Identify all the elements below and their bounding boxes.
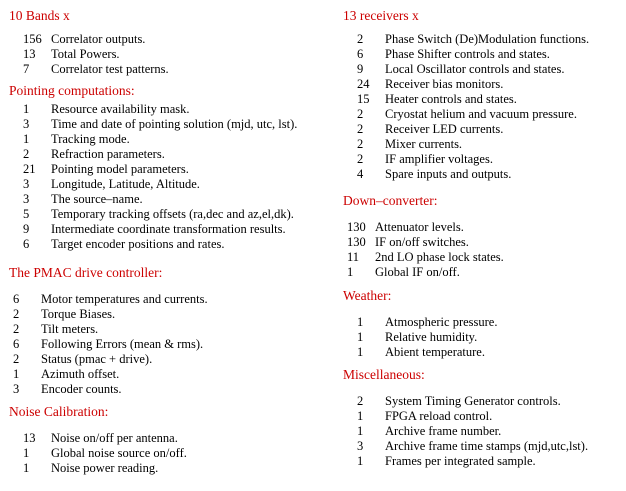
list-item [347, 250, 504, 265]
list-item [23, 117, 297, 132]
item-count: 1 [13, 367, 20, 381]
item-count: 1 [357, 409, 364, 423]
list-item [357, 167, 589, 182]
item-description: Tracking mode. [51, 132, 130, 146]
item-count: 1 [357, 315, 364, 329]
list-item [23, 222, 297, 237]
item-count: 6 [357, 47, 364, 61]
item-description: Correlator test patterns. [51, 62, 169, 76]
item-count: 2 [13, 307, 20, 321]
item-count: 1 [23, 132, 30, 146]
item-description: Phase Switch (De)Modulation functions. [385, 32, 590, 46]
item-list [9, 102, 297, 252]
section-heading: Noise Calibration: [9, 404, 109, 419]
item-description: Archive frame number. [385, 424, 502, 438]
item-count: 3 [23, 192, 30, 206]
item-count: 2 [357, 137, 364, 151]
item-count: 4 [357, 167, 364, 181]
item-description: Noise power reading. [51, 461, 159, 475]
item-description: Heater controls and states. [385, 92, 517, 106]
item-count: 13 [23, 47, 36, 61]
item-count: 2 [13, 322, 20, 336]
item-description: Local Oscillator controls and states. [385, 62, 565, 76]
item-count: 11 [347, 250, 360, 264]
list-item [23, 431, 187, 446]
list-item [23, 147, 297, 162]
left-section-2 [9, 265, 208, 397]
item-count: 2 [357, 32, 364, 46]
section-heading: Weather: [343, 288, 392, 303]
item-count: 2 [13, 352, 20, 366]
list-item [13, 352, 208, 367]
list-item [347, 235, 504, 250]
list-item [357, 137, 589, 152]
item-description: Archive frame time stamps (mjd,utc,lst). [385, 439, 589, 453]
item-count: 6 [13, 292, 20, 306]
item-description: 2nd LO phase lock states. [375, 250, 504, 264]
item-count: 1 [347, 265, 354, 279]
list-item [23, 237, 297, 252]
item-description: Mixer currents. [385, 137, 463, 151]
left-section-0 [9, 8, 169, 77]
item-list [343, 220, 504, 280]
item-list [9, 431, 187, 476]
item-description: Azimuth offset. [41, 367, 120, 381]
list-item [357, 32, 589, 47]
section-heading: 13 receivers x [343, 8, 419, 23]
list-item [357, 345, 497, 360]
list-item [347, 220, 504, 235]
list-item [23, 47, 169, 62]
item-description: Relative humidity. [385, 330, 478, 344]
left-section-3 [9, 404, 187, 476]
item-count: 3 [357, 439, 364, 453]
list-item [23, 192, 297, 207]
item-count: 130 [347, 220, 366, 234]
list-item [13, 307, 208, 322]
item-count: 3 [13, 382, 20, 396]
right-section-2 [343, 288, 497, 360]
item-description: Correlator outputs. [51, 32, 146, 46]
list-item [357, 454, 588, 469]
item-description: Cryostat helium and vacuum pressure. [385, 107, 577, 121]
item-description: Status (pmac + drive). [41, 352, 153, 366]
item-description: Atmospheric pressure. [385, 315, 498, 329]
item-count: 24 [357, 77, 370, 91]
section-heading: The PMAC drive controller: [9, 265, 163, 280]
left-section-1 [9, 83, 297, 252]
item-description: Resource availability mask. [51, 102, 190, 116]
item-count: 156 [23, 32, 42, 46]
right-section-3 [343, 367, 588, 469]
item-description: Motor temperatures and currents. [41, 292, 208, 306]
section-heading: Miscellaneous: [343, 367, 425, 382]
item-count: 21 [23, 162, 36, 176]
item-description: Global noise source on/off. [51, 446, 187, 460]
item-count: 15 [357, 92, 370, 106]
item-count: 3 [23, 177, 30, 191]
item-list [343, 394, 588, 469]
item-count: 7 [23, 62, 30, 76]
item-description: Receiver LED currents. [385, 122, 504, 136]
item-description: IF amplifier voltages. [385, 152, 493, 166]
list-item [23, 132, 297, 147]
list-item [357, 77, 589, 92]
list-item [13, 367, 208, 382]
list-item [357, 92, 589, 107]
item-count: 2 [357, 122, 364, 136]
item-description: Noise on/off per antenna. [51, 431, 178, 445]
item-count: 1 [23, 102, 30, 116]
item-count: 1 [23, 461, 30, 475]
item-count: 13 [23, 431, 36, 445]
item-description: Torque Biases. [41, 307, 116, 321]
item-description: Following Errors (mean & rms). [41, 337, 204, 351]
list-item [13, 292, 208, 307]
list-item [357, 62, 589, 77]
item-count: 2 [23, 147, 30, 161]
item-count: 2 [357, 394, 364, 408]
item-description: Pointing model parameters. [51, 162, 189, 176]
item-count: 9 [357, 62, 364, 76]
item-description: Total Powers. [51, 47, 120, 61]
list-item [13, 337, 208, 352]
item-description: Abient temperature. [385, 345, 485, 359]
item-description: The source–name. [51, 192, 143, 206]
item-description: IF on/off switches. [375, 235, 469, 249]
item-count: 130 [347, 235, 366, 249]
item-count: 2 [357, 107, 364, 121]
list-item [357, 47, 589, 62]
item-description: FPGA reload control. [385, 409, 493, 423]
list-item [357, 409, 588, 424]
item-description: Receiver bias monitors. [385, 77, 504, 91]
item-count: 1 [357, 454, 364, 468]
list-item [13, 322, 208, 337]
item-count: 1 [357, 345, 364, 359]
item-description: Longitude, Latitude, Altitude. [51, 177, 200, 191]
list-item [13, 382, 208, 397]
item-count: 1 [357, 424, 364, 438]
item-count: 6 [23, 237, 30, 251]
item-description: Time and date of pointing solution (mjd, utc, lst). [51, 117, 298, 131]
item-count: 3 [23, 117, 30, 131]
list-item [357, 330, 497, 345]
item-count: 1 [357, 330, 364, 344]
item-list [9, 32, 169, 77]
item-list [343, 32, 589, 182]
list-item [23, 461, 187, 476]
list-item [23, 207, 297, 222]
item-count: 6 [13, 337, 20, 351]
item-description: Phase Shifter controls and states. [385, 47, 550, 61]
section-heading: Pointing computations: [9, 83, 135, 98]
item-description: System Timing Generator controls. [385, 394, 561, 408]
item-count: 1 [23, 446, 30, 460]
item-count: 5 [23, 207, 30, 221]
item-description: Target encoder positions and rates. [51, 237, 225, 251]
right-section-0 [343, 8, 589, 182]
item-description: Tilt meters. [41, 322, 99, 336]
item-list [9, 292, 208, 397]
list-item [23, 162, 297, 177]
item-description: Temporary tracking offsets (ra,dec and az,el,dk). [51, 207, 294, 221]
list-item [357, 107, 589, 122]
list-item [357, 122, 589, 137]
item-description: Attenuator levels. [375, 220, 464, 234]
list-item [357, 439, 588, 454]
list-item [357, 315, 497, 330]
list-item [23, 32, 169, 47]
list-item [357, 152, 589, 167]
item-count: 9 [23, 222, 30, 236]
item-description: Encoder counts. [41, 382, 122, 396]
list-item [23, 446, 187, 461]
list-item [23, 177, 297, 192]
item-description: Spare inputs and outputs. [385, 167, 512, 181]
item-description: Frames per integrated sample. [385, 454, 536, 468]
list-item [347, 265, 504, 280]
right-section-1 [343, 193, 504, 280]
section-heading: 10 Bands x [9, 8, 70, 23]
section-heading: Down–converter: [343, 193, 438, 208]
list-item [23, 62, 169, 77]
list-item [357, 394, 588, 409]
item-description: Global IF on/off. [375, 265, 460, 279]
item-count: 2 [357, 152, 364, 166]
item-description: Refraction parameters. [51, 147, 165, 161]
list-item [23, 102, 297, 117]
list-item [357, 424, 588, 439]
item-description: Intermediate coordinate transformation results. [51, 222, 286, 236]
item-list [343, 315, 497, 360]
